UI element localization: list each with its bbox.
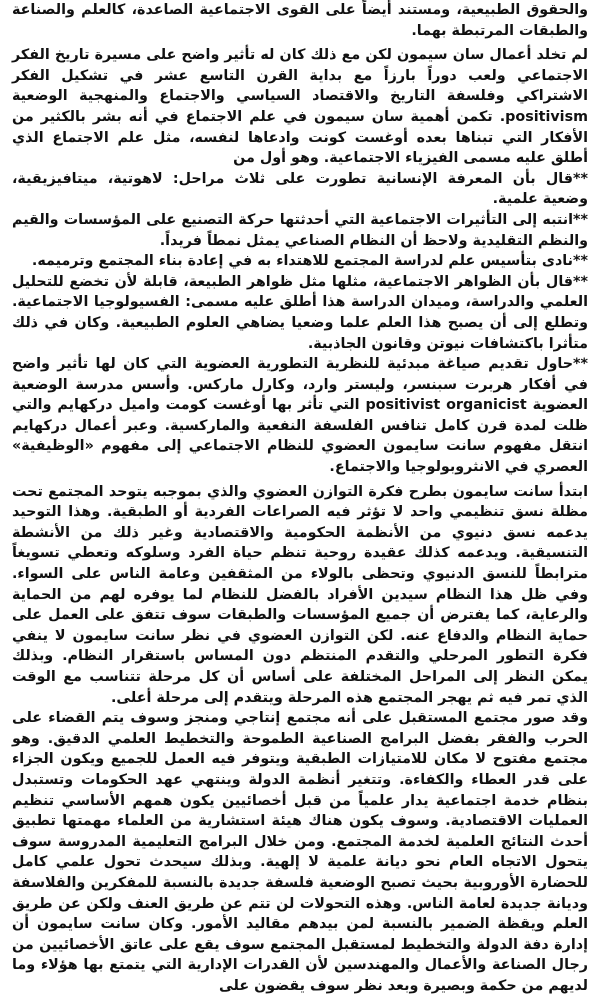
bullet-marker: ** (573, 273, 588, 290)
paragraph-3 (12, 482, 588, 709)
bullet-marker: ** (573, 170, 588, 187)
bullet-item-5 (12, 354, 588, 478)
paragraph-2 (12, 45, 588, 169)
paragraph-2-text: لم تخلد أعمال سان سيمون لكن مع ذلك كان له تأثير واضح على مسيرة تاريخ الفكر الاجتماعي ولعب دوراً بارزاً مع بداية القرن التاسع عشر في تشكيل الفكر الاشتراكي وفلسفة التاريخ والاقتصاد السياسي والاجتماع والمنهجية الوضعية positivism. تكمن أهمية سان سيمون في علم الاجتماع في أنه بشر بالكثير من الأفكار التي تبناها بعده أوغست كونت وادعاها لنفسه، مثل علم الاجتماع الذي أطلق عليه مسمى الفيزياء الاجتماعية. وهو أول من (12, 47, 588, 167)
paragraph-1 (12, 0, 588, 41)
bullet-item-2 (12, 210, 588, 251)
bullet-marker: ** (573, 356, 588, 373)
paragraph-1-text: والحقوق الطبيعية، ومستند أيضاً على القوى الاجتماعية الصاعدة، كالعلم والصناعة والطبقات المرتبطة بهما. (12, 2, 588, 39)
bullet-item-5-text: حاول تقديم صياغة مبدئية للنظرية التطورية العضوية التي كان لها تأثير واضح في أفكار هربرت سبنسر، وليستر وارد، وكارل ماركس. وأسس مدرسة الوضعية العضوية positivist organicist التي تأثر بها أوغست كومت واميل دركهايم والتي ظلت لمدة قرن كامل تنافس الفلسفة النفعية والماركسية. وعبر أعمال دركهايم انتقل مفهوم سانت سايمون العضوي للنظام الاجتماعي إلى مفهوم «الوظيفية» العصري في الانثروبولوجيا والاجتماع. (12, 356, 589, 476)
bullet-marker: ** (573, 253, 588, 270)
bullet-item-4-text: قال بأن الظواهر الاجتماعية، مثلها مثل ظواهر الطبيعة، قابلة لأن تخضع للتحليل العلمي والدراسة، وميدان الدراسة هذا أطلق عليه مسمى: الفسيولوجيا الاجتماعية. وتطلع إلى أن يصبح هذا العلم علما وضعيا يضاهي العلوم الطبيعية. وكان في ذلك متأثرا باكتشافات نيوتن وقانون الجاذبية. (12, 273, 588, 352)
bullet-marker: ** (573, 211, 588, 228)
bullet-item-3 (12, 251, 588, 272)
paragraph-4 (12, 708, 588, 996)
bullet-item-3-text: نادى بتأسيس علم لدراسة المجتمع للاهتداء به في إعادة بناء المجتمع وترميمه. (31, 253, 574, 270)
bullet-item-1-text: قال بأن المعرفة الإنسانية تطورت على ثلاث مراحل: لاهوتية، ميتافيزيقية، وضعية علمية. (12, 170, 588, 208)
bullet-item-4 (12, 272, 588, 354)
paragraph-3-text: ابتدأ سانت سايمون بطرح فكرة التوازن العضوي والذي بموجبه يتوحد المجتمع تحت مظلة نسق تنظيمي واحد لا تؤثر فيه الصراعات الفردية أو الطبقية. وهذا التوحيد يدعمه نسق دنيوي من الأنظمة الحكومية والاقتصادية وغير ذلك من الأنشطة التنسيقية. ويدعمه كذلك عقيدة روحية تنظم حياة الفرد وسلوكه وتعطي تسويغاً مترابطاً للنسق الدنيوي وتحظى بالولاء من المثقفين وعامة الناس على السواء. وفي ظل هذا النظام سيدين الأفراد بالفضل للنظام لما يوفره لهم من الحماية والرعاية، كما يفترض أن جميع المؤسسات والطبقات سوف تتفق على العمل على حماية النظام والدفاع عنه. لكن التوازن العضوي في نظر سانت سايمون لا ينفي فكرة التطور المرحلي والتقدم المنتظم دون المساس باستقرار النظام. وبذلك يمكن النظر إلى المراحل المختلفة على أساس أن كل مرحلة تتناسب مع الوقت الذي تمر فيه ثم يهجر المجتمع هذه المرحلة ويتقدم إلى مرحلة أعلى. (12, 483, 588, 706)
bullet-item-2-text: انتبه إلى التأثيرات الاجتماعية التي أحدثتها حركة التصنيع على المؤسسات والقيم والنظم التقليدية ولاحظ أن النظام الصناعي يمثل نمطاً فريداً. (12, 211, 588, 249)
paragraph-4-text: وقد صور مجتمع المستقبل على أنه مجتمع إنتاجي ومنجز وسوف يتم القضاء على الحرب والفقر بفضل البرامج الصناعية الطموحة والتخطيط العلمي الدقيق. وهو مجتمع مفتوح لا مكان للامتيازات الطبقية ويتوفر فيه العمل للجميع ويكون الجزاء على قدر العطاء والكفاءة. وتتغير أنظمة الدولة وينتهي عهد الحكومات وتستبدل بنظام خدمة اجتماعية يدار علمياً من قبل أخصائيين يكون همهم الأساسي تنظيم العمليات الاقتصادية. وسوف يكون هناك هيئة استشارية من العلماء مهمتها تطبيق أحدث النتائج العلمية لخدمة المجتمع. ومن خلال البرامج التعليمية المدروسة سوف يتحول الاتجاه العام نحو ديانة علمية لا إلهية. وبذلك سيحدث تحول علمي كامل للحضارة الأوروبية بحيث تصبح الوضعية فلسفة جديدة بالنسبة للمفكرين والفلاسفة وديانة جديدة لعامة الناس. وهذه التحولات لن تتم عن طريق العنف ولكن عن طريق العلم ويقظة الضمير بالنسبة لمن بيدهم مقاليد الأمور. وكان سانت سايمون أن إدارة دفة الدولة والتخطيط لمستقبل المجتمع سوف يقع على عاتق الأخصائيين من رجال الصناعة والأعمال والمهندسين لأن القدرات الإدارية التي يتمتع بها هؤلاء وما لديهم من حكمة وبصيرة وبعد نظر سوف يقضون على (12, 710, 588, 994)
bullet-item-1 (12, 169, 588, 210)
